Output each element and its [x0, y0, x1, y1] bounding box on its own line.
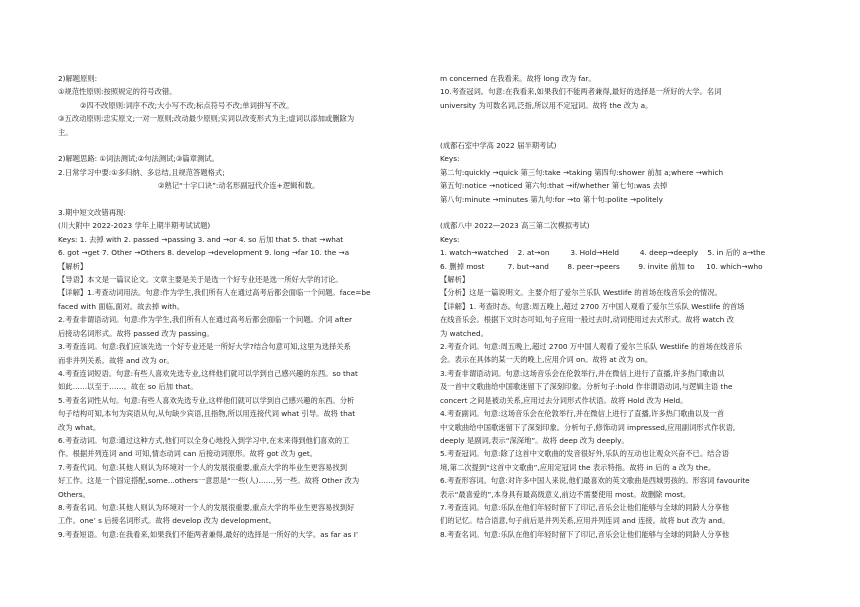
text-line: 9.考查短语。句意:在我看来,如果我们不能两者兼得,最好的选择是一所好的大学。as far as I’	[58, 529, 359, 539]
text-line: 2.考查介词。句意:周五晚上,超过 2700 万中国人观看了爱尔兰乐队 Westlife 的首场在线音乐	[440, 342, 743, 352]
text-line: 好工作。这是一个固定搭配,some...others一意思是“一些(人)……,另一些。故将 Other 改为	[58, 476, 360, 486]
spacer	[440, 206, 810, 219]
text-line: 第五句:notice →noticed 第六句:that →if/whether 第七句:was 去掉	[440, 181, 668, 191]
text-line: 第八句:minute →minutes 第九句:for →to 第十句:polite →politely	[440, 194, 663, 204]
text-line: 后接动名词形式。故将 passed 改为 passing。	[58, 328, 214, 338]
text-line: 句子结构可知,本句为宾语从句,从句缺少宾语,且指物,所以用连接代词 what 引导。故将 that	[58, 409, 356, 419]
text-line: (成都石室中学高 2022 届半期考试)	[440, 141, 557, 150]
text-line: Keys:	[440, 154, 460, 164]
text-line: 8.考查名词。句意:其他人则认为环境对一个人的发展很重要,重点大学的毕业生更容易找到好	[58, 502, 355, 512]
text-line: 【解析】	[58, 261, 88, 271]
text-line: 10.考查冠词。句意:在我看来,如果我们不能两者兼得,最好的选择是一所好的大学。名词	[440, 87, 722, 97]
text-line: 会。表示在具体的某一天的晚上,应用介词 on。故将 at 改为 on。	[440, 355, 653, 365]
text-line: 2.日常学习中要:①多归纳、多总结,且规范答题格式;	[58, 167, 225, 177]
text-line: concert 之间是被动关系,应用过去分词形式作状语。故将 Hold 改为 Held。	[440, 395, 688, 405]
text-line: 如此……以至于……。故在 so 后加 that。	[58, 382, 198, 392]
left-column	[58, 72, 420, 541]
text-line: 3.考查非谓语动词。句意:这场音乐会在伦敦举行,并在微信上进行了直播,许多热门歌曲以	[440, 368, 725, 378]
text-line: ③五改动原则:忠实原文;一对一原则;改动最少原则;实词以改变形式为主;虚词以添加或删除为	[58, 114, 355, 124]
text-line: 境,第二次提到“这首中文歌曲”,应用定冠词 the 表示特指。故将 in 后的 a 改为 the。	[440, 462, 716, 472]
text-line: (川大附中 2022-2023 学年上期半期考试试题)	[58, 221, 211, 231]
right-column	[440, 72, 810, 541]
spacer	[58, 139, 420, 152]
text-line: ②熟记“十字口诀”:动名形副冠代介连+逻辑和数。	[158, 181, 320, 191]
text-line: university 为可数名词,泛指,所以用不定冠词。故将 the 改为 a。	[440, 100, 653, 110]
text-line: 2)解题原则:	[58, 74, 98, 83]
text-line: Others。	[58, 489, 90, 499]
spacer	[58, 193, 420, 206]
text-line: 作。根据并列连词 and 可知,情态动词 can 后接动词原形。故将 got 改为 get。	[58, 449, 318, 459]
text-line: 4.考查连词短语。句意:有些人喜欢先选专业,这样他们就可以学到自己感兴趣的东西。so that	[58, 368, 358, 378]
text-line: 【详解】1.考查动词用法。句意:作为学生,我们所有人在通过高考后都会面临一个问题。face=be	[58, 288, 371, 298]
text-line: 2.考查非谓语动词。句意:作为学生,我们所有人在通过高考后都会面临一个问题。介词 after	[58, 315, 353, 325]
text-line: 们的记忆。结合语意,句子前后是并列关系,应用并列连词 and 连接。故将 but 改为 and。	[440, 516, 730, 526]
text-line: (成都八中 2022—2023 高三第二次模拟考试)	[440, 221, 590, 231]
text-line: 6.考查形容词。句意:对许多中国人来说,他们最喜欢的英文歌曲是西城男孩的。形容词 favourite	[440, 476, 750, 486]
spacer	[440, 126, 810, 139]
text-line: ②四不改原则:词序不改;大小写不改;标点符号不改;单词拼写不改。	[80, 100, 294, 110]
text-line: 为 watched。	[440, 328, 488, 338]
text-line: 工作。one’ s 后接名词形式。故将 develop 改为 development。	[58, 516, 276, 526]
text-line: 【解析】	[440, 275, 470, 285]
text-line: m concerned 在我看来。故将 long 改为 far。	[440, 74, 596, 83]
text-line: 【详解】1. 考查时态。句意:周五晚上,超过 2700 万中国人观看了爱尔兰乐队 Westlife 的首场	[440, 301, 745, 311]
text-line: 3.期中短文改错再现:	[58, 208, 126, 218]
text-line: 及一首中文歌曲给中国歌迷留下了深刻印象。分析句子:hold 作非谓语动词,与逻辑主语 the	[440, 382, 733, 392]
text-line: 而非并列关系。故将 and 改为 or。	[58, 355, 174, 365]
text-line: 主。	[58, 127, 73, 137]
text-line: 表示“最喜爱的”,本身具有最高级意义,前边不需要使用 most。故删除 most。	[440, 489, 691, 499]
text-line: Keys: 1. 去掉 with 2. passed →passing 3. and →or 4. so 后加 that 5. that →what	[58, 234, 344, 244]
text-line: ①规范性原则:按照规定的符号改错。	[58, 87, 177, 97]
text-line: 6. got →get 7. Other →Others 8. develop →development 9. long →far 10. the →a	[58, 248, 350, 258]
text-line: 4.考查副词。句意:这场音乐会在伦敦举行,并在微信上进行了直播,许多热门歌曲以及一首	[440, 409, 725, 419]
text-line: Keys:	[440, 234, 460, 244]
text-line: 2)解题思路: ①词法测试;②句法测试;③篇章测试。	[58, 154, 219, 164]
text-line: deeply 是副词,表示“深深地”。故将 deep 改为 deeply。	[440, 435, 629, 445]
text-line: 8.考查名词。句意:乐队在他们年轻时留下了印记,音乐会让他们能够与全球的同龄人分享他	[440, 529, 730, 539]
text-line: 1. watch→watched 2. at→on 3. Hold→Held 4. deep→deeply 5. in 后的 a→the	[440, 248, 766, 258]
text-line: 中文歌曲给中国歌迷留下了深刻印象。分析句子,修饰动词 impressed,应用副词形式作状语,	[440, 422, 736, 432]
text-line: 3.考查连词。句意:我们应该先选一个好专业还是一所好大学?结合句意可知,这里为选择关系	[58, 342, 351, 352]
text-line: 【导语】本文是一篇议论文。文章主要是关于是选一个好专业还是选一所好大学的讨论。	[58, 275, 343, 285]
text-line: 7.考查代词。句意:其他人则认为环境对一个人的发展很重要,重点大学的毕业生更容易找到	[58, 462, 348, 472]
text-line: 5.考查冠词。句意:除了这首中文歌曲的发音很好外,乐队的互动也让观众兴奋不已。结合语	[440, 449, 730, 459]
text-line: 改为 what。	[58, 422, 101, 432]
text-line: 6. 删掉 most 7. but→and 8. peer→peers 9. invite 前加 to 10. which→who	[440, 261, 763, 271]
text-line: faced with 面临,面对。故去掉 with。	[58, 301, 185, 311]
text-line: 在线音乐会。根据下文时态可知,句子应用一般过去时,动词使用过去式形式。故将 watch 改	[440, 315, 734, 325]
text-line: 【分析】这是一篇说明文。主要介绍了爱尔兰乐队 Westlife 的首场在线音乐会的情况。	[440, 288, 722, 298]
text-line: 5.考查名词性从句。句意:有些人喜欢先选专业,这样他们就可以学到自己感兴趣的东西。分析	[58, 395, 355, 405]
text-line: 7.考查连词。句意:乐队在他们年轻时留下了印记,音乐会让他们能够与全球的同龄人分享他	[440, 502, 730, 512]
spacer	[440, 112, 810, 125]
text-line: 第二句:quickly →quick 第三句:take →taking 第四句:shower 前加 a;where →which	[440, 167, 724, 177]
text-line: 6.考查动词。句意:通过这种方式,他们可以全身心地投入到学习中,在未来得到他们喜欢的工	[58, 435, 350, 445]
